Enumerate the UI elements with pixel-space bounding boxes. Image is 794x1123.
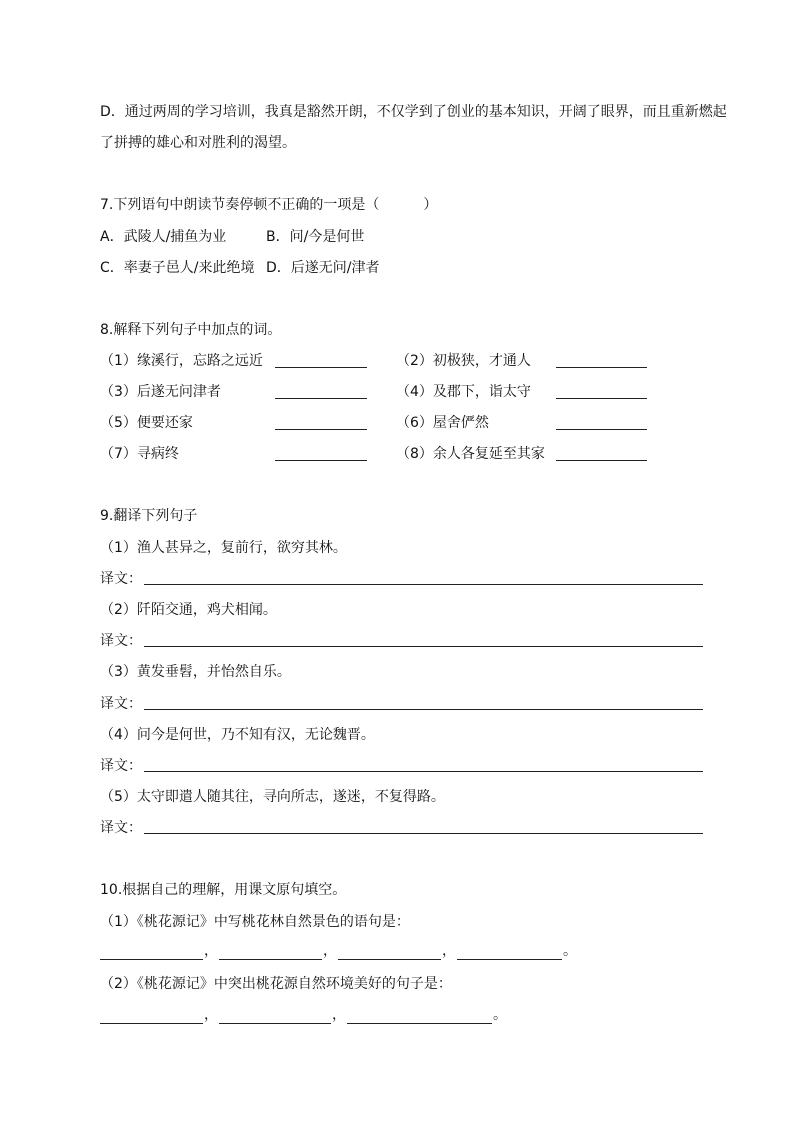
q10-sub1-blank-3[interactable] — [338, 944, 441, 960]
translation-label: 译文： — [100, 820, 142, 836]
q8-item-5: （5）便要还家 — [100, 415, 193, 431]
q8-item-6: （6）屋舍俨然 — [396, 415, 489, 431]
q10-sub1-blank-1[interactable] — [100, 944, 203, 960]
q8-item-3: （3）后遂无问津者 — [100, 384, 221, 400]
translation-answer-line[interactable] — [144, 771, 703, 772]
q10-sub2-blank-1[interactable] — [100, 1008, 203, 1024]
q7-stem — [100, 195, 437, 215]
q9-answer-row-1 — [100, 569, 703, 589]
q8-answer-blank-1[interactable] — [275, 367, 367, 368]
q9-answer-row-4 — [100, 756, 703, 776]
q7-stem-text: 7.下列语句中朗读节奏停顿不正确的一项是（ — [100, 197, 380, 213]
q10-sub2-blank-3[interactable] — [347, 1008, 492, 1024]
q10-sub1-blank-4[interactable] — [457, 944, 562, 960]
q6-option-d-line2: 了拼搏的雄心和对胜利的渴望。 — [100, 135, 296, 151]
q8-answer-blank-4[interactable] — [556, 398, 647, 399]
q7-stem-close: ） — [423, 197, 438, 213]
q9-item-5: （5）太守即遣人随其往，寻向所志，遂迷，不复得路。 — [100, 789, 445, 805]
translation-label: 译文： — [100, 696, 142, 712]
q9-answer-row-5 — [100, 818, 703, 838]
q8-answer-blank-8[interactable] — [556, 460, 647, 461]
q6-option-d-line1: D．通过两周的学习培训，我真是豁然开朗，不仅学到了创业的基本知识，开阔了眼界，而且重新燃起 — [100, 104, 727, 120]
comma: ， — [204, 943, 218, 959]
q10-sub1-answer-row — [100, 942, 578, 962]
q9-item-3: （3）黄发垂髫，并怡然自乐。 — [100, 664, 291, 680]
period: 。 — [563, 943, 577, 959]
q8-item-2: （2）初极狭，才通人 — [396, 353, 531, 369]
translation-answer-line[interactable] — [144, 584, 703, 585]
q8-answer-blank-7[interactable] — [275, 460, 367, 461]
translation-label: 译文： — [100, 758, 142, 774]
q9-stem: 9.翻译下列句子 — [100, 508, 198, 524]
q7-option-d: D．后遂无问/津者 — [266, 260, 380, 276]
translation-answer-line[interactable] — [144, 709, 703, 710]
q8-item-8: （8）余人各复延至其家 — [396, 446, 545, 462]
q8-item-1: （1）缘溪行，忘路之远近 — [100, 353, 263, 369]
comma: ， — [332, 1007, 346, 1023]
translation-answer-line[interactable] — [144, 646, 703, 647]
q10-stem: 10.根据自己的理解，用课文原句填空。 — [100, 882, 347, 898]
q9-item-2: （2）阡陌交通，鸡犬相闻。 — [100, 602, 277, 618]
q9-item-4: （4）问今是何世，乃不知有汉，无论魏晋。 — [100, 727, 375, 743]
translation-label: 译文： — [100, 633, 142, 649]
q8-stem: 8.解释下列句子中加点的词。 — [100, 322, 282, 338]
q7-option-b: B．问/今是何世 — [266, 229, 365, 245]
comma: ， — [204, 1007, 218, 1023]
q8-item-7: （7）寻病终 — [100, 446, 179, 462]
q10-sub1-blank-2[interactable] — [219, 944, 322, 960]
q9-answer-row-2 — [100, 631, 703, 651]
q8-item-4: （4）及郡下，诣太守 — [396, 384, 531, 400]
q8-answer-blank-3[interactable] — [275, 398, 367, 399]
period: 。 — [493, 1007, 507, 1023]
q7-option-a: A．武陵人/捕鱼为业 — [100, 229, 227, 245]
q8-answer-blank-2[interactable] — [556, 367, 647, 368]
q9-answer-row-3 — [100, 694, 703, 714]
q10-sub1: （1）《桃花源记》中写桃花林自然景色的语句是： — [100, 914, 410, 930]
q10-sub2: （2）《桃花源记》中突出桃花源自然环境美好的句子是： — [100, 976, 452, 992]
q7-option-c: C．率妻子邑人/来此绝境 — [100, 260, 255, 276]
comma: ， — [442, 943, 456, 959]
q9-item-1: （1）渔人甚异之，复前行，欲穷其林。 — [100, 540, 347, 556]
translation-answer-line[interactable] — [144, 833, 703, 834]
q10-sub2-answer-row — [100, 1006, 508, 1026]
translation-label: 译文： — [100, 571, 142, 587]
q10-sub2-blank-2[interactable] — [219, 1008, 331, 1024]
q8-answer-blank-6[interactable] — [556, 429, 647, 430]
q8-answer-blank-5[interactable] — [275, 429, 367, 430]
comma: ， — [323, 943, 337, 959]
